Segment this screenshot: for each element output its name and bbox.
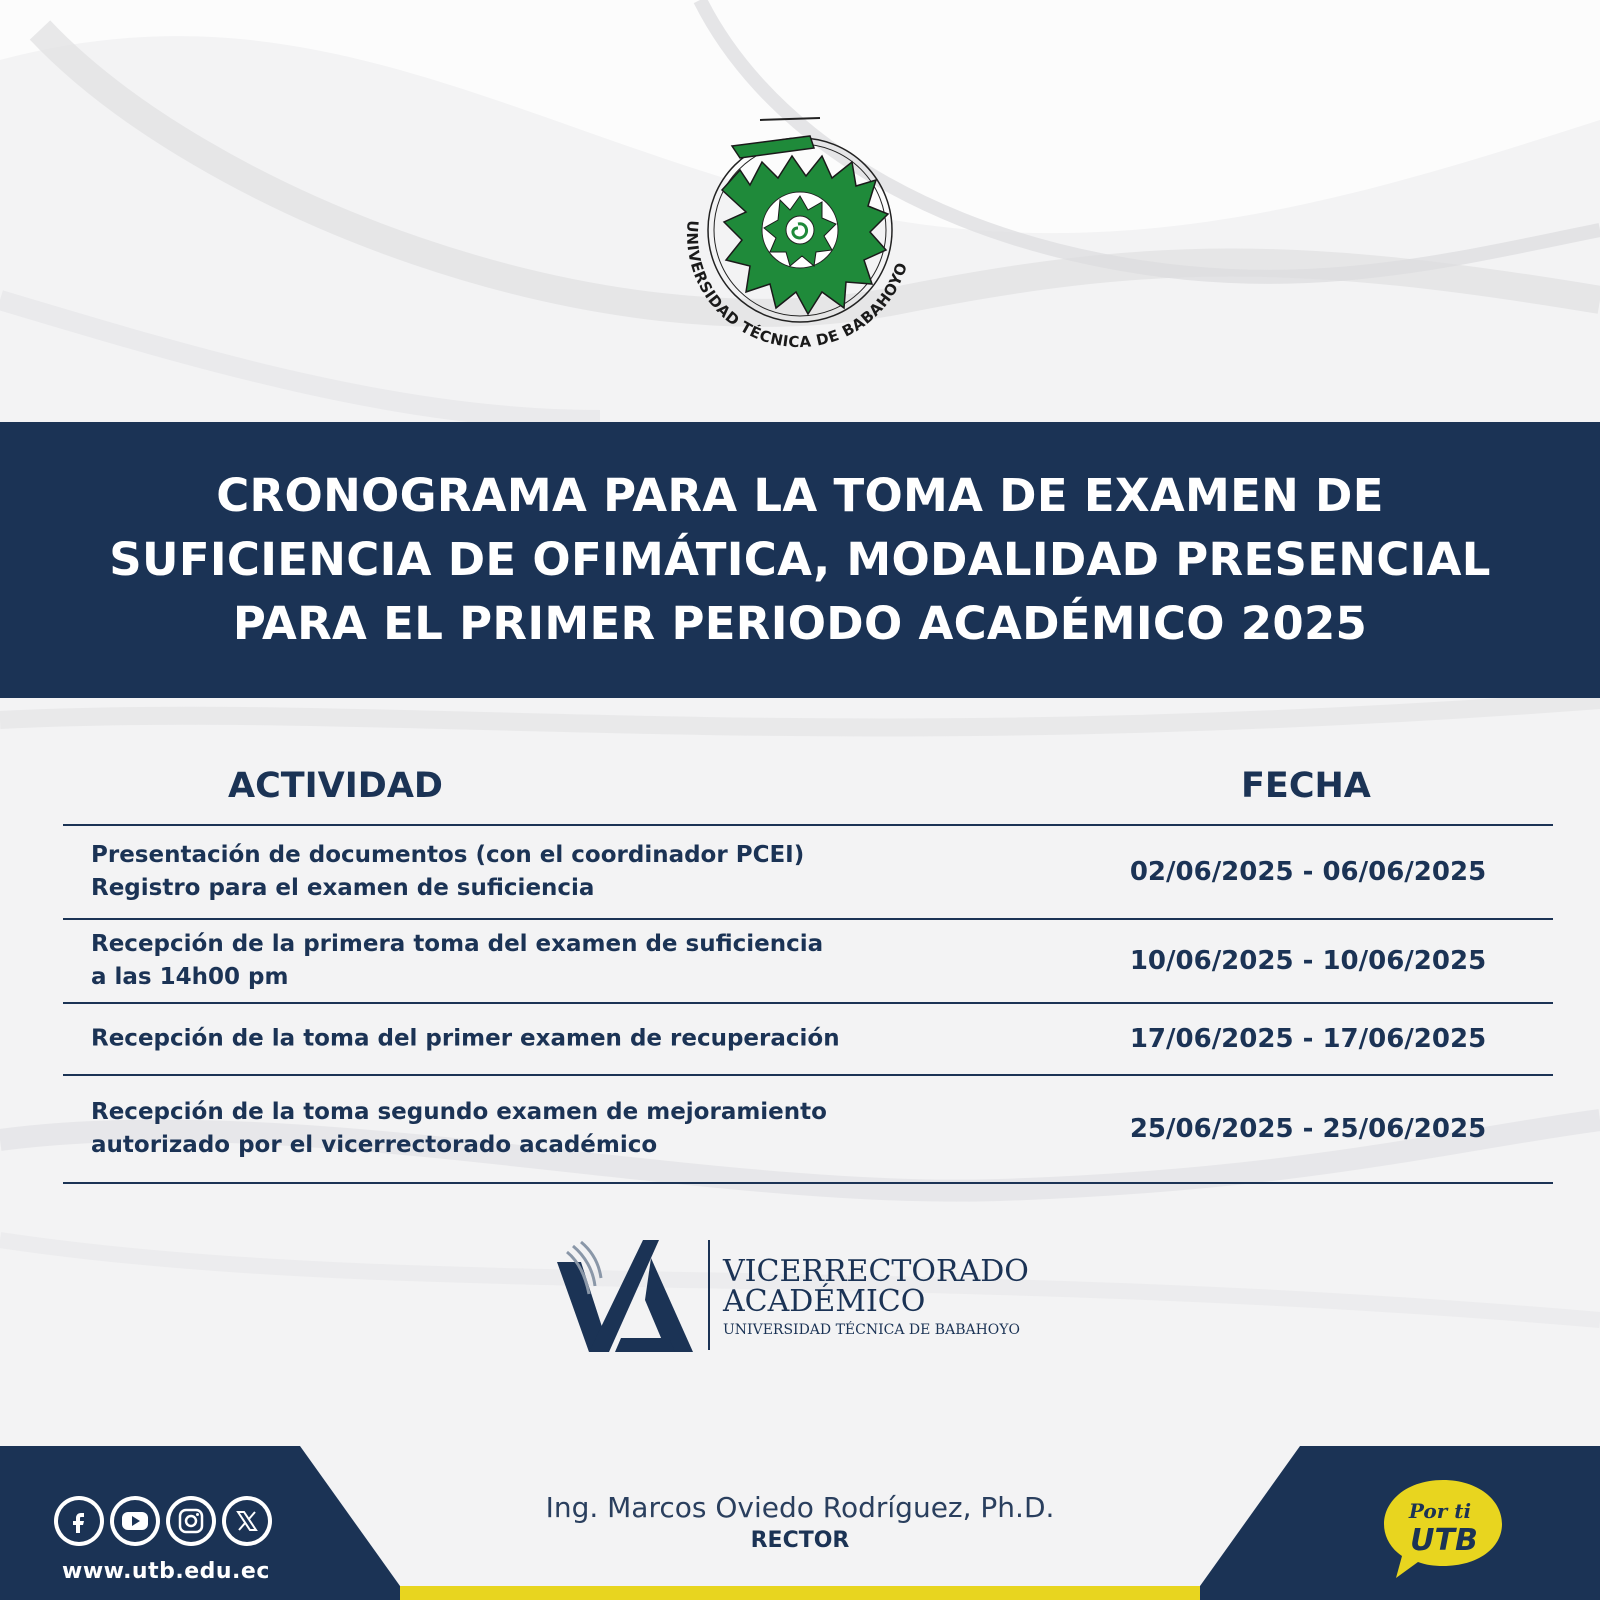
vicerrectorado-logo	[555, 1234, 1055, 1354]
activity-cell	[91, 1096, 921, 1162]
table-row	[63, 1076, 1553, 1184]
table-row	[63, 920, 1553, 1004]
activity-text: autorizado por el vicerrectorado académico	[91, 1132, 658, 1158]
activity-text: Recepción de la toma segundo examen de mejoramiento	[91, 1099, 827, 1125]
va-title-line-2: ACADÉMICO	[723, 1284, 926, 1319]
title-banner	[0, 422, 1600, 698]
date-cell: 02/06/2025 - 06/06/2025	[1129, 857, 1487, 887]
activity-text: Recepción de la toma del primer examen de recuperación	[91, 1025, 840, 1052]
table-header	[63, 760, 1553, 826]
activity-text: Recepción de la primera toma del examen de suficiencia	[91, 931, 824, 957]
utb-seal-logo	[660, 100, 940, 370]
footer	[0, 1446, 1600, 1600]
header-activity: ACTIVIDAD	[228, 766, 443, 806]
activity-text: Presentación de documentos (con el coordinador PCEI)	[91, 842, 805, 868]
table-row	[63, 826, 1553, 920]
rector-title: RECTOR	[750, 1528, 850, 1553]
badge-line-1: Por ti	[1408, 1499, 1472, 1523]
title-line-1: CRONOGRAMA PARA LA TOMA DE EXAMEN DE	[216, 469, 1384, 522]
date-cell: 10/06/2025 - 10/06/2025	[1129, 946, 1487, 976]
title-line-2: SUFICIENCIA DE OFIMÁTICA, MODALIDAD PRESENCIAL	[109, 533, 1491, 586]
seal-text: UNIVERSIDAD TÉCNICA DE BABAHOYO	[682, 219, 912, 352]
title-line-3: PARA EL PRIMER PERIODO ACADÉMICO 2025	[232, 597, 1368, 650]
schedule-table	[63, 760, 1553, 1184]
date-cell: 17/06/2025 - 17/06/2025	[1129, 1024, 1487, 1054]
website-link[interactable]: www.utb.edu.ec	[62, 1559, 270, 1584]
activity-cell	[91, 839, 921, 905]
va-mark-icon	[555, 1234, 695, 1354]
activity-cell	[91, 1023, 921, 1056]
rector-name: Ing. Marcos Oviedo Rodríguez, Ph.D.	[545, 1491, 1055, 1524]
activity-cell	[91, 928, 921, 994]
table-row	[63, 1004, 1553, 1076]
por-ti-utb-badge	[1378, 1474, 1508, 1584]
va-title-line-1: VICERRECTORADO	[723, 1254, 1029, 1289]
va-title-line-3: UNIVERSIDAD TÉCNICA DE BABAHOYO	[723, 1322, 1021, 1338]
activity-text: a las 14h00 pm	[91, 964, 289, 990]
va-divider	[708, 1240, 710, 1350]
date-cell: 25/06/2025 - 25/06/2025	[1129, 1114, 1487, 1144]
header-date: FECHA	[1241, 766, 1371, 806]
badge-line-2: UTB	[1410, 1523, 1478, 1558]
activity-text: Registro para el examen de suficiencia	[91, 875, 595, 901]
